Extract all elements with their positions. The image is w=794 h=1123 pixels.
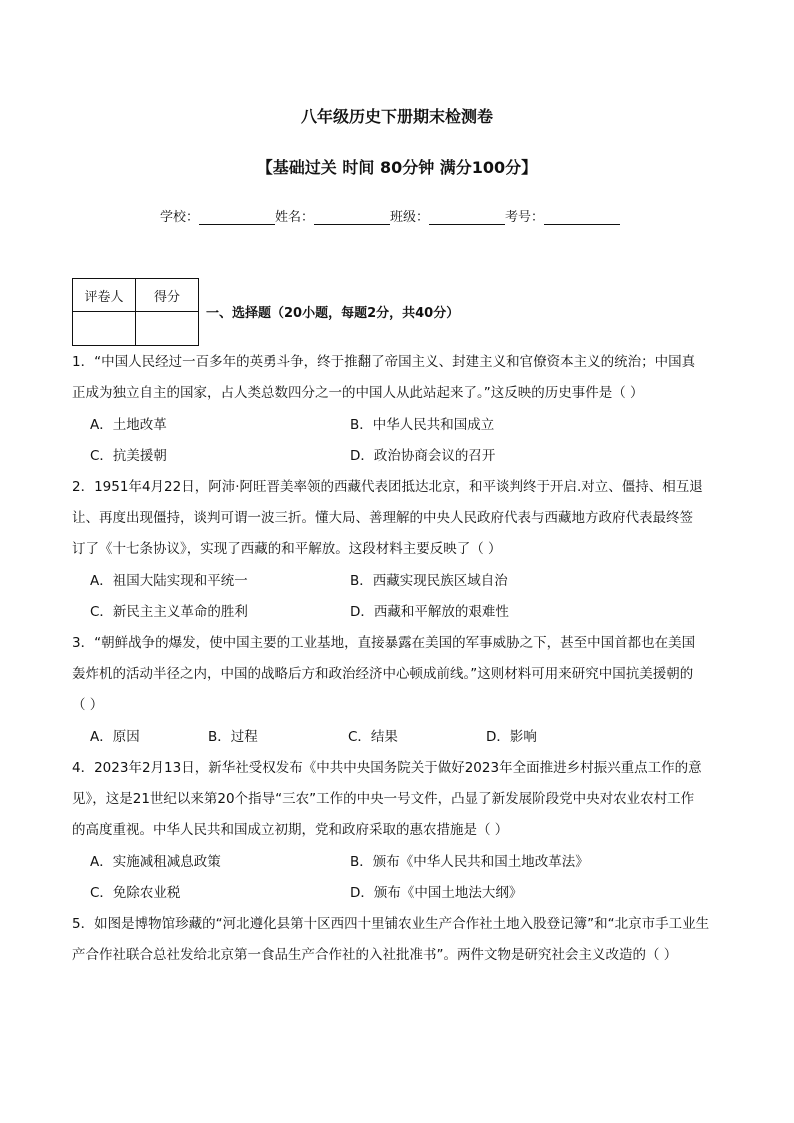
student-info-line xyxy=(160,206,620,225)
question-4-option-b[interactable]: B．颁布《中华人民共和国土地改革法》 xyxy=(350,854,589,870)
question-1-option-c[interactable]: C．抗美援朝 xyxy=(90,448,167,464)
class-label: 班级： xyxy=(390,210,430,225)
question-2-option-d[interactable]: D．西藏和平解放的艰难性 xyxy=(350,604,509,620)
question-2-line-1: 2．1951年4月22日，阿沛·阿旺晋美率领的西藏代表团抵达北京，和平谈判终于开启.对立、僵持、相互退 xyxy=(72,479,703,495)
number-label: 考号： xyxy=(505,210,545,225)
exam-title: 八年级历史下册期末检测卷 xyxy=(300,107,493,126)
question-5-line-2: 产合作社联合总社发给北京第一食品生产合作社的入社批准书”。两件文物是研究社会主义改造的（ ） xyxy=(72,947,678,963)
question-2-line-2: 让、再度出现僵持，谈判可谓一波三折。懂大局、善理解的中央人民政府代表与西藏地方政府代表最终签 xyxy=(72,510,693,526)
question-1-line-2: 正成为独立自主的国家，占人类总数四分之一的中国人从此站起来了。”这反映的历史事件是（ ） xyxy=(72,385,644,401)
question-3-line-3: （ ） xyxy=(72,697,104,713)
score-cell[interactable] xyxy=(136,312,199,346)
school-label: 学校： xyxy=(160,210,200,225)
question-3-option-a[interactable]: A．原因 xyxy=(90,729,140,745)
question-3-line-2: 轰炸机的活动半径之内，中国的战略后方和政治经济中心顿成前线。”这则材料可用来研究中国抗美援朝的 xyxy=(72,666,694,682)
exam-subtitle: 【基础过关 时间 80分钟 满分100分】 xyxy=(256,158,538,177)
question-3-option-c[interactable]: C．结果 xyxy=(348,729,398,745)
question-2-line-3: 订了《十七条协议》，实现了西藏的和平解放。这段材料主要反映了（ ） xyxy=(72,541,502,557)
question-1-option-a[interactable]: A．土地改革 xyxy=(90,417,167,433)
question-4-line-1: 4．2023年2月13日，新华社受权发布《中共中央国务院关于做好2023年全面推进乡村振兴重点工作的意 xyxy=(72,760,702,776)
section-heading: 一、选择题（20小题，每题2分，共40分） xyxy=(206,306,460,321)
class-blank[interactable] xyxy=(429,210,505,225)
question-4-line-2: 见》，这是21世纪以来第20个指导“三农”工作的中央一号文件，凸显了新发展阶段党中央对农业农村工作 xyxy=(72,791,695,807)
question-5-line-1: 5．如图是博物馆珍藏的“河北遵化县第十区西四十里铺农业生产合作社土地入股登记簿”和“北京市手工业生 xyxy=(72,916,710,932)
name-blank[interactable] xyxy=(314,210,390,225)
question-2-option-a[interactable]: A．祖国大陆实现和平统一 xyxy=(90,573,248,589)
question-3-option-d[interactable]: D．影响 xyxy=(486,729,537,745)
question-1-line-1: 1．“中国人民经过一百多年的英勇斗争，终于推翻了帝国主义、封建主义和官僚资本主义的统治；中国真 xyxy=(72,354,696,370)
question-4-option-c[interactable]: C．免除农业税 xyxy=(90,885,181,901)
question-1-option-d[interactable]: D．政治协商会议的召开 xyxy=(350,448,496,464)
question-2-option-c[interactable]: C．新民主主义革命的胜利 xyxy=(90,604,248,620)
score-header: 得分 xyxy=(136,279,199,312)
number-blank[interactable] xyxy=(544,210,620,225)
question-3-line-1: 3．“朝鲜战争的爆发，使中国主要的工业基地，直接暴露在美国的军事威胁之下，甚至中国首都也在美国 xyxy=(72,635,696,651)
question-4-option-a[interactable]: A．实施减租减息政策 xyxy=(90,854,221,870)
name-label: 姓名： xyxy=(275,210,315,225)
question-2-option-b[interactable]: B．西藏实现民族区域自治 xyxy=(350,573,508,589)
score-table xyxy=(72,278,199,346)
question-4-line-3: 的高度重视。中华人民共和国成立初期，党和政府采取的惠农措施是（ ） xyxy=(72,822,509,838)
question-4-option-d[interactable]: D．颁布《中国土地法大纲》 xyxy=(350,885,523,901)
grader-cell[interactable] xyxy=(73,312,136,346)
question-3-option-b[interactable]: B．过程 xyxy=(208,729,258,745)
question-1-option-b[interactable]: B．中华人民共和国成立 xyxy=(350,417,495,433)
grader-header: 评卷人 xyxy=(73,279,136,312)
school-blank[interactable] xyxy=(199,210,275,225)
